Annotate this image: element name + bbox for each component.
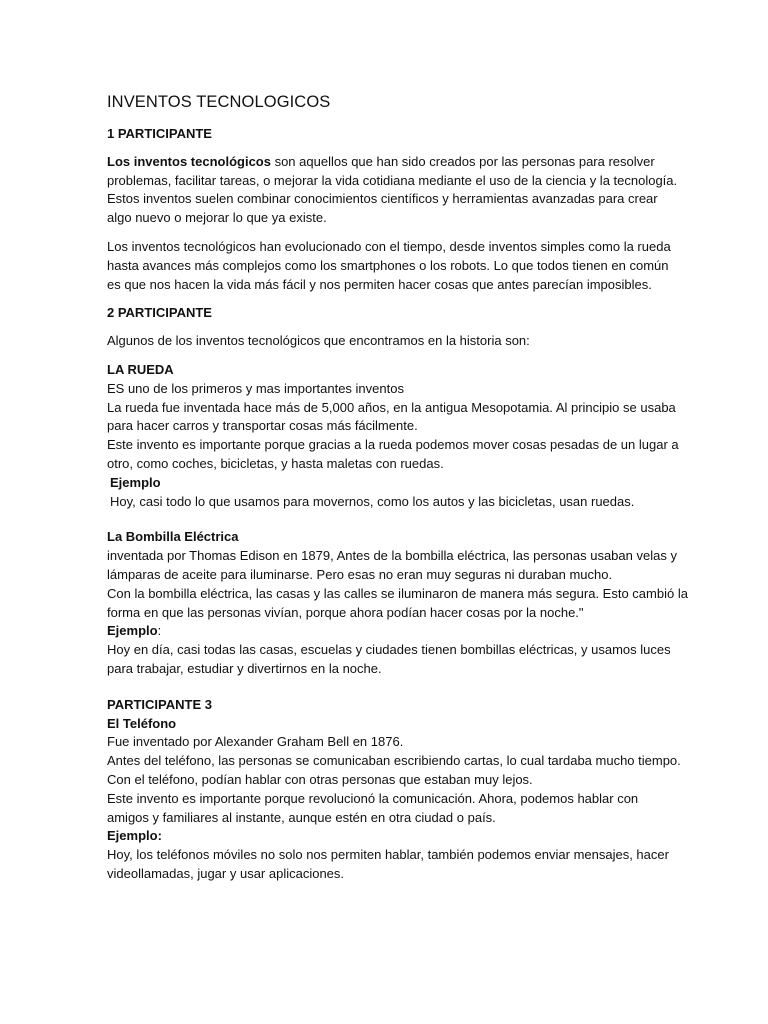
paragraph-line: forma en que las personas vivían, porque ahora podían hacer cosas por la noche." [107,604,584,620]
section-heading-bombilla: La Bombilla Eléctrica [107,529,239,545]
paragraph-line: Antes del teléfono, las personas se comunicaban escribiendo cartas, lo cual tardaba mucho tiempo. [107,753,681,769]
section-la-rueda [107,361,679,511]
example-label-line-bombilla [107,622,667,641]
paragraph-line: Fue inventado por Alexander Graham Bell en 1876. [107,734,404,750]
example-label-telefono: Ejemplo: [107,828,162,844]
paragraph-line: para hacer carros y transportar cosas más fácilmente. [107,418,418,434]
section-telefono [107,696,681,884]
paragraph-line: lámparas de aceite para iluminarse. Pero esas no eran muy seguras ni duraban mucho. [107,566,613,582]
paragraph-line: Los inventos tecnológicos han evolucionado con el tiempo, desde inventos simples como la rueda [107,238,671,254]
paragraph-line: otro, como coches, bicicletas, y hasta maletas con ruedas. [107,455,444,471]
section-heading-rueda: LA RUEDA [107,361,174,377]
paragraph-line: Con el teléfono, podían hablar con otras personas que estaban muy lejos. [107,771,533,787]
paragraph-line: es que nos hacen la vida más fácil y nos permiten hacer cosas que antes parecían imposibles. [107,276,652,292]
paragraph-line: Este invento es importante porque gracias a la rueda podemos mover cosas pesadas de un lugar a [107,437,679,453]
participant-2-heading: 2 PARTICIPANTE [107,305,212,321]
document-page [107,92,688,884]
participant-1-paragraph-2 [107,238,671,294]
paragraph-line: algo nuevo o mejorar lo que ya existe. [107,210,327,226]
spacer [107,511,667,528]
paragraph-line: videollamadas, jugar y usar aplicaciones. [107,865,345,881]
paragraph-line: Estos inventos suelen combinar conocimientos científicos y herramientas avanzadas para crear [107,191,658,207]
example-colon: : [157,623,162,639]
example-label-rueda: Ejemplo [110,474,161,490]
paragraph-line: amigos y familiares al instante, aunque estén en otra ciudad o país. [107,809,496,825]
paragraph-line [107,153,667,172]
bold-term: Los inventos tecnológicos [107,153,271,169]
paragraph-line: Este invento es importante porque revolucionó la comunicación. Ahora, podemos hablar con [107,790,639,806]
paragraph-line: ES uno de los primeros y mas importantes inventos [107,380,404,396]
section-bombilla [107,528,688,678]
participant-1-paragraph-1 [107,153,678,228]
participant-1-heading: 1 PARTICIPANTE [107,126,212,141]
document-title: INVENTOS TECNOLOGICOS [107,93,331,111]
paragraph-line: inventada por Thomas Edison en 1879, Antes de la bombilla eléctrica, las personas usaban velas y [107,548,677,564]
participant-3-heading: PARTICIPANTE 3 [107,696,212,712]
line-text: son aquellos que han sido creados por las personas para resolver [270,153,655,169]
paragraph-line: Hoy, los teléfonos móviles no solo nos permiten hablar, también podemos enviar mensajes, hacer [107,847,669,863]
paragraph-line: Hoy en día, casi todas las casas, escuelas y ciudades tienen bombillas eléctricas, y usamos luces [107,642,671,658]
paragraph-line: para trabajar, estudiar y divertirnos en la noche. [107,660,382,676]
example-text-rueda: Hoy, casi todo lo que usamos para movernos, como los autos y las bicicletas, usan ruedas. [110,493,635,509]
paragraph-line: Algunos de los inventos tecnológicos que encontramos en la historia son: [107,333,530,349]
example-label-bombilla: Ejemplo [107,623,158,639]
section-heading-telefono: El Teléfono [107,715,177,731]
participant-2-intro [107,332,667,351]
paragraph-line: hasta avances más complejos como los smartphones o los robots. Lo que todos tienen en común [107,257,669,273]
paragraph-line: Con la bombilla eléctrica, las casas y las calles se iluminaron de manera más segura. Esto cambió la [107,585,688,601]
paragraph-line: La rueda fue inventada hace más de 5,000 años, en la antigua Mesopotamia. Al principio se usaba [107,399,676,415]
spacer [107,679,667,696]
paragraph-line: problemas, facilitar tareas, o mejorar la vida cotidiana mediante el uso de la ciencia y la tecnología. [107,172,678,188]
